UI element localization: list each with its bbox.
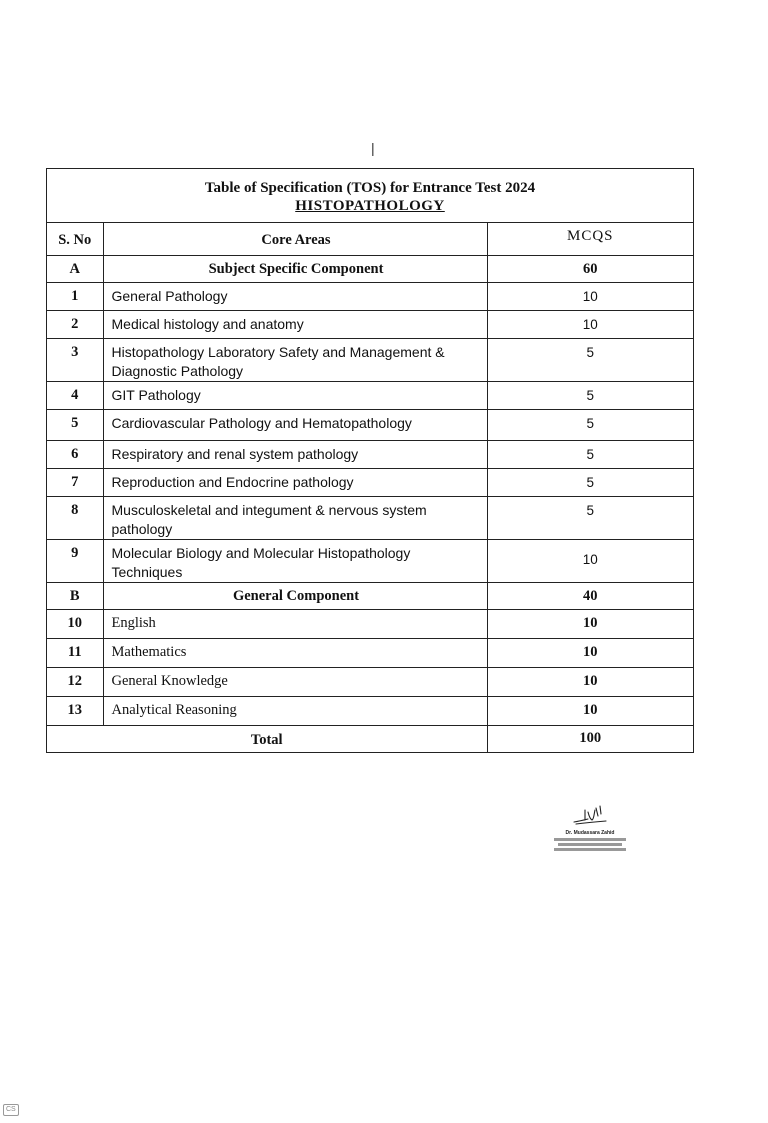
row-sno: 12: [47, 667, 103, 696]
row-sno: 4: [47, 381, 103, 409]
row-mcqs: 5: [487, 381, 693, 409]
section-a-sno: A: [47, 255, 103, 282]
row-core-area: Mathematics: [103, 638, 487, 667]
row-mcqs: 10: [487, 539, 693, 582]
row-core-area: GIT Pathology: [103, 381, 487, 409]
row-mcqs: 10: [487, 282, 693, 310]
table-row: [47, 696, 693, 725]
row-core-area: English: [103, 609, 487, 638]
row-mcqs: 10: [487, 667, 693, 696]
table-row: [47, 539, 693, 582]
col-header-mcqs: MCQS: [487, 223, 693, 255]
row-sno: 3: [47, 338, 103, 381]
table-row: [47, 381, 693, 409]
section-a-label: Subject Specific Component: [103, 255, 487, 282]
row-sno: 2: [47, 310, 103, 338]
table-row: [47, 282, 693, 310]
row-core-area: General Pathology: [103, 282, 487, 310]
row-core-area: Histopathology Laboratory Safety and Management & Diagnostic Pathology: [103, 338, 487, 381]
signature-scribble: [570, 802, 610, 828]
signature-name: Dr. Mudassara Zahid: [565, 830, 615, 836]
row-core-area: Analytical Reasoning: [103, 696, 487, 725]
table-header: [47, 169, 693, 223]
section-b-row: [47, 582, 693, 609]
row-sno: 7: [47, 468, 103, 496]
row-core-area: Respiratory and renal system pathology: [103, 440, 487, 468]
row-mcqs: 10: [487, 696, 693, 725]
row-mcqs: 10: [487, 609, 693, 638]
section-b-mcqs: 40: [487, 582, 693, 609]
total-row: [47, 725, 693, 752]
row-sno: 8: [47, 496, 103, 539]
tos-table: [46, 168, 694, 753]
section-b-label: General Component: [103, 582, 487, 609]
row-core-area: Reproduction and Endocrine pathology: [103, 468, 487, 496]
stamp-detail-line: [558, 843, 622, 846]
row-mcqs: 10: [487, 638, 693, 667]
column-header-row: [47, 223, 693, 255]
col-header-sno: S. No: [47, 223, 103, 255]
total-mcqs: 100: [487, 725, 693, 752]
table-row: [47, 609, 693, 638]
row-sno: 11: [47, 638, 103, 667]
section-b-sno: B: [47, 582, 103, 609]
table-title: Table of Specification (TOS) for Entrance Test 2024: [204, 180, 536, 196]
row-sno: 5: [47, 409, 103, 440]
table-row: [47, 496, 693, 539]
table-row: [47, 667, 693, 696]
row-mcqs: 5: [487, 338, 693, 381]
stamp-detail-line: [554, 838, 626, 841]
total-label: Total: [47, 725, 487, 752]
row-mcqs: 5: [487, 409, 693, 440]
row-mcqs: 5: [487, 496, 693, 539]
tos-grid: [47, 223, 693, 752]
row-sno: 13: [47, 696, 103, 725]
section-a-mcqs: 60: [487, 255, 693, 282]
table-row: [47, 310, 693, 338]
table-row: [47, 638, 693, 667]
page-mark: |: [371, 140, 375, 156]
signature-stamp: [548, 802, 632, 851]
table-row: [47, 440, 693, 468]
row-core-area: General Knowledge: [103, 667, 487, 696]
stamp-detail-line: [554, 848, 626, 851]
table-row: [47, 338, 693, 381]
row-core-area: Molecular Biology and Molecular Histopathology Techniques: [103, 539, 487, 582]
row-core-area: Medical histology and anatomy: [103, 310, 487, 338]
table-subject: HISTOPATHOLOGY: [295, 198, 445, 214]
table-row: [47, 468, 693, 496]
section-a-row: [47, 255, 693, 282]
table-row: [47, 409, 693, 440]
row-sno: 6: [47, 440, 103, 468]
row-mcqs: 5: [487, 468, 693, 496]
row-core-area: Musculoskeletal and integument & nervous system pathology: [103, 496, 487, 539]
row-mcqs: 5: [487, 440, 693, 468]
col-header-core-areas: Core Areas: [103, 223, 487, 255]
row-sno: 1: [47, 282, 103, 310]
row-mcqs: 10: [487, 310, 693, 338]
row-core-area: Cardiovascular Pathology and Hematopathology: [103, 409, 487, 440]
row-sno: 10: [47, 609, 103, 638]
camscanner-logo: CS: [3, 1104, 19, 1116]
row-sno: 9: [47, 539, 103, 582]
